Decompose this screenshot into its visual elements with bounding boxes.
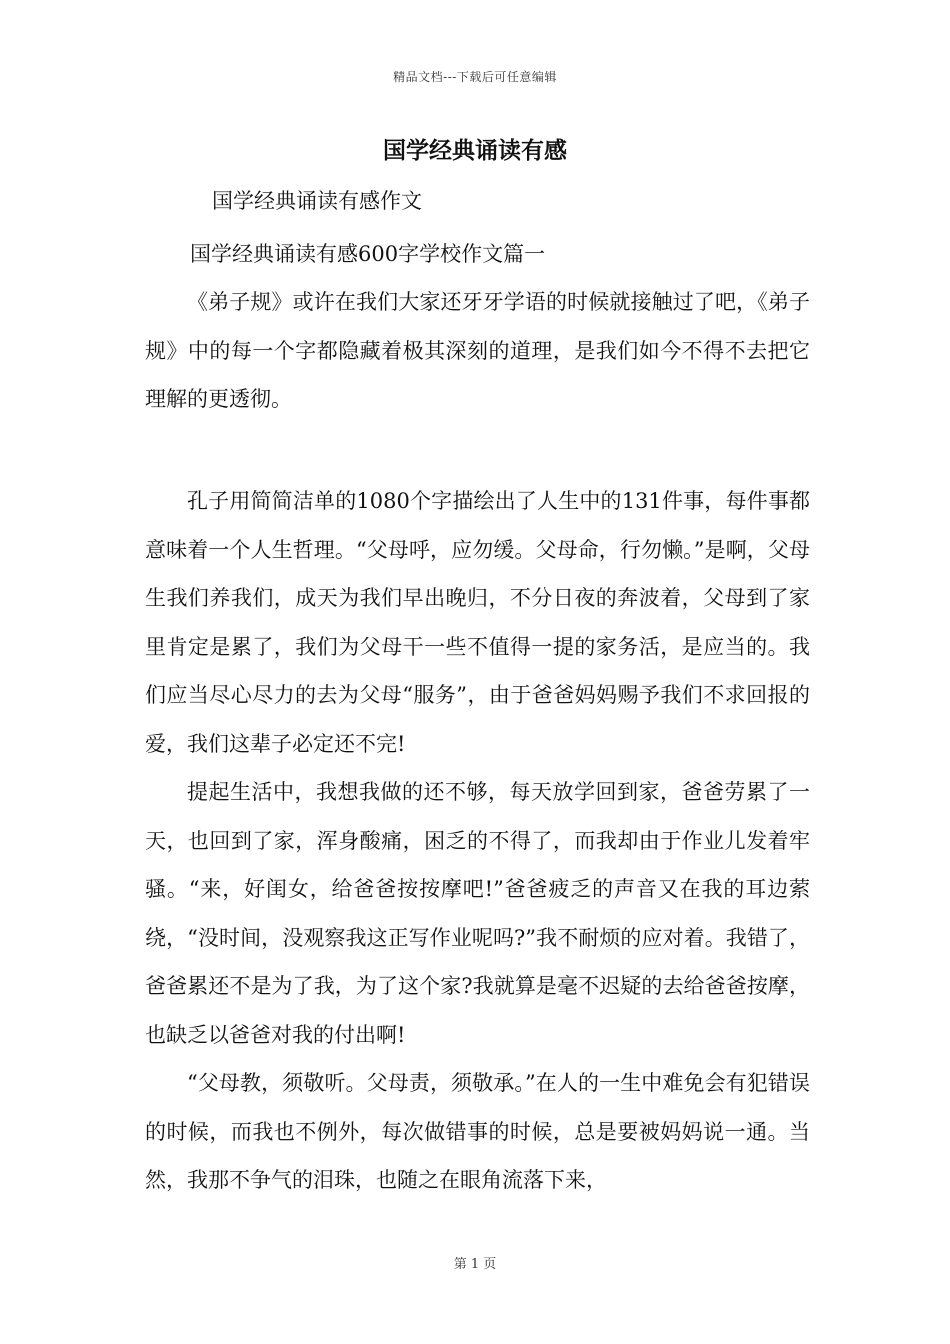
body-paragraph: 提起生活中，我想我做的还不够，每天放学回到家，爸爸劳累了一天，也回到了家，浑身酸痛，困乏的不得了，而我却由于作业儿发着牢骚。“来，好闺女，给爸爸按按摩吧!”爸爸疲乏的声音又在我的耳边萦绕，“没时间，没观察我这正写作业呢吗?”我不耐烦的应对着。我错了，爸爸累还不是为了我，为了这个家?我就算是毫不迟疑的去给爸爸按摩，也缺乏以爸爸对我的付出啊! <box>145 780 810 1047</box>
body-paragraph: “父母教，须敬听。父母责，须敬承。”在人的一生中难免会有犯错误的时候，而我也不例外，每次做错事的时候，总是要被妈妈说一通。当然，我那不争气的泪珠，也随之在眼角流落下来， <box>145 1071 810 1192</box>
document-subtitle: 国学经典诵读有感作文 <box>212 189 422 213</box>
body-paragraph: 《弟子规》或许在我们大家还牙牙学语的时候就接触过了吧，《弟子规》中的每一个字都隐藏着极其深刻的道理，是我们如今不得不去把它理解的更透彻。 <box>145 290 810 411</box>
section-title: 国学经典诵读有感600字学校作文篇一 <box>190 242 546 266</box>
body-paragraph: 孔子用简简洁单的1080个字描绘出了人生中的131件事，每件事都意味着一个人生哲理。“父母呼，应勿缓。父母命，行勿懒。”是啊，父母生我们养我们，成天为我们早出晚归，不分日夜的奔波着，父母到了家里肯定是累了，我们为父母干一些不值得一提的家务活，是应当的。我们应当尽心尽力的去为父母“服务”，由于爸爸妈妈赐予我们不求回报的爱，我们这辈子必定还不完! <box>145 489 810 756</box>
page-number: 第 1 页 <box>453 1257 497 1272</box>
page-header: 精品文档---下载后可任意编辑 <box>393 70 557 84</box>
document-title: 国学经典诵读有感 <box>383 137 567 164</box>
